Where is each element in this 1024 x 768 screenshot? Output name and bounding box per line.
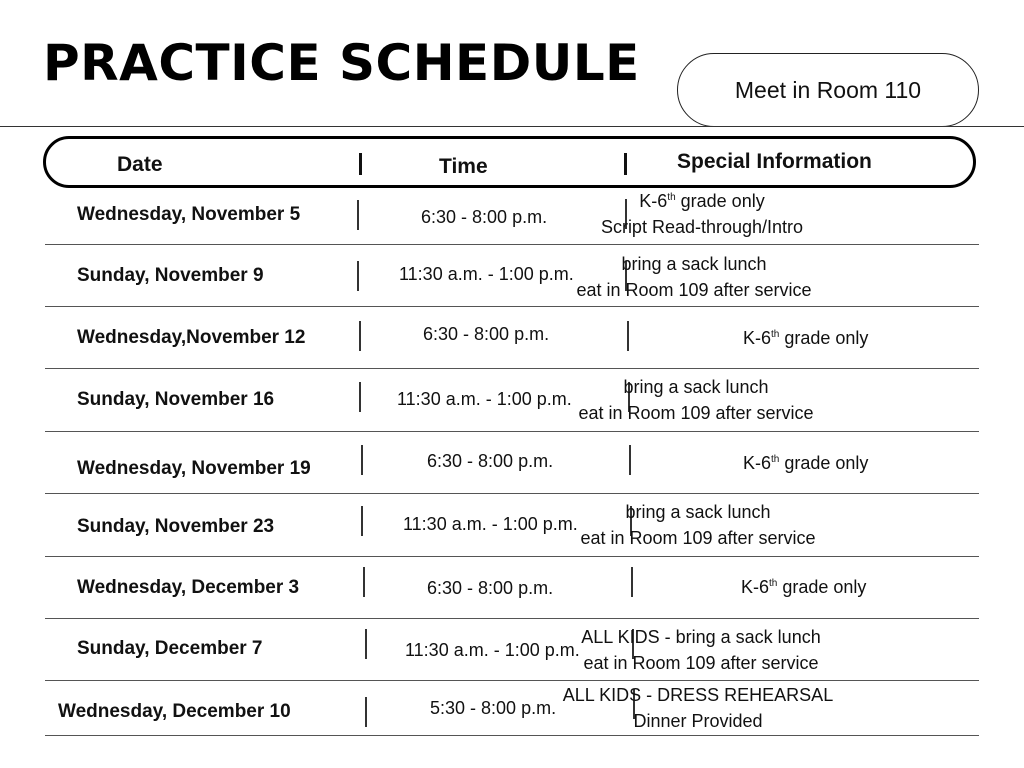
- table-row: [45, 432, 979, 494]
- row-time: 6:30 - 8:00 p.m.: [427, 451, 554, 471]
- column-separator: [361, 445, 363, 475]
- row-special-information: [511, 251, 877, 303]
- table-row: [45, 369, 979, 432]
- header-time: Time: [439, 155, 488, 178]
- header-separator: [359, 153, 362, 175]
- row-date: Wednesday, November 5: [77, 204, 301, 225]
- column-separator: [363, 567, 365, 597]
- row-date: Wednesday, December 10: [58, 701, 291, 722]
- row-date: Sunday, November 23: [77, 516, 275, 537]
- info-line: ALL KIDS - DRESS REHEARSAL: [562, 685, 834, 705]
- table-row: [45, 188, 979, 245]
- meeting-room-badge: [677, 53, 979, 127]
- info-line: eat in Room 109 after service: [576, 280, 812, 300]
- info-line: Script Read-through/Intro: [600, 217, 804, 237]
- table-row: [45, 245, 979, 307]
- info-line: Dinner Provided: [633, 711, 763, 731]
- row-time: 11:30 a.m. - 1:00 p.m.: [399, 264, 574, 284]
- row-date: Sunday, December 7: [77, 638, 263, 659]
- info-line: eat in Room 109 after service: [578, 403, 814, 423]
- column-separator: [361, 506, 363, 536]
- info-line: ALL KIDS - bring a sack lunch: [581, 627, 821, 647]
- row-date: Sunday, November 9: [77, 265, 264, 286]
- row-date: Sunday, November 16: [77, 389, 275, 410]
- row-special-information: [535, 188, 869, 240]
- table-row: [45, 619, 979, 681]
- column-separator: [357, 261, 359, 291]
- row-special-information: [743, 450, 868, 476]
- row-date: Wednesday,November 12: [77, 327, 306, 348]
- row-time: 11:30 a.m. - 1:00 p.m.: [405, 640, 580, 660]
- row-special-information: [741, 574, 866, 600]
- column-separator: [629, 445, 631, 475]
- table-header: [43, 136, 976, 188]
- row-special-information: [513, 374, 879, 426]
- row-time: 11:30 a.m. - 1:00 p.m.: [403, 514, 578, 534]
- row-special-information: [515, 682, 881, 734]
- row-time: 6:30 - 8:00 p.m.: [421, 207, 548, 227]
- header-special-information: Special Information: [677, 150, 872, 173]
- row-special-information: [515, 499, 881, 551]
- header-date: Date: [117, 153, 163, 176]
- info-line: eat in Room 109 after service: [580, 528, 816, 548]
- row-date: Wednesday, November 19: [77, 458, 311, 479]
- row-time: 11:30 a.m. - 1:00 p.m.: [397, 389, 572, 409]
- info-line: bring a sack lunch: [625, 502, 771, 522]
- page-title: PRACTICE SCHEDULE: [43, 34, 640, 92]
- info-line: K-6th grade only: [743, 328, 869, 348]
- column-separator: [359, 321, 361, 351]
- column-separator: [631, 567, 633, 597]
- table-row: [45, 307, 979, 369]
- row-special-information: [518, 624, 884, 676]
- column-separator: [365, 697, 367, 727]
- table-row: [45, 681, 979, 736]
- table-row: [45, 557, 979, 619]
- info-line: eat in Room 109 after service: [583, 653, 819, 673]
- info-line: bring a sack lunch: [623, 377, 769, 397]
- column-separator: [365, 629, 367, 659]
- meeting-room-label: Meet in Room 110: [734, 76, 922, 103]
- title-divider: [0, 126, 1024, 127]
- table-row: [45, 494, 979, 557]
- info-line: K-6th grade only: [741, 577, 867, 597]
- header-separator: [624, 153, 627, 175]
- info-line: K-6th grade only: [639, 191, 765, 211]
- row-special-information: [743, 325, 868, 351]
- row-time: 6:30 - 8:00 p.m.: [427, 578, 554, 598]
- row-time: 5:30 - 8:00 p.m.: [430, 698, 557, 718]
- row-time: 6:30 - 8:00 p.m.: [423, 324, 550, 344]
- info-line: K-6th grade only: [743, 453, 869, 473]
- column-separator: [359, 382, 361, 412]
- info-line: bring a sack lunch: [621, 254, 767, 274]
- column-separator: [627, 321, 629, 351]
- column-separator: [357, 200, 359, 230]
- row-date: Wednesday, December 3: [77, 577, 300, 598]
